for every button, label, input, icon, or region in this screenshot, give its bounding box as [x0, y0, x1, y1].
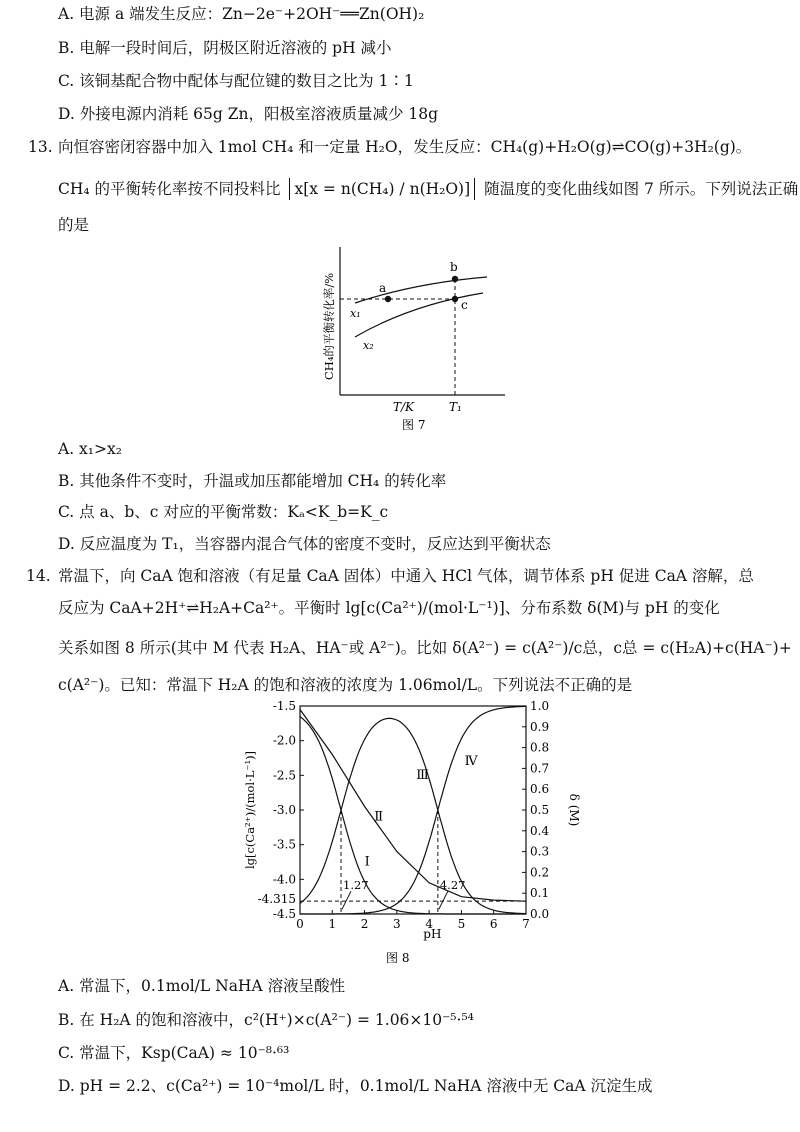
figure-7 [315, 235, 515, 445]
q12-option-a: A. 电源 a 端发生反应：Zn−2e⁻+2OH⁻══Zn(OH)₂ [58, 5, 425, 23]
fig7-point-a [385, 296, 391, 302]
fig8-yleft-tick-label: -3.0 [272, 803, 296, 817]
q13-stem-line1: 向恒容密闭容器中加入 1mol CH₄ 和一定量 H₂O，发生反应：CH₄(g)+H₂O(g)⇌CO(g)+3H₂(g)。 [58, 138, 752, 156]
q12-option-c: C. 该铜基配合物中配体与配位键的数目之比为 1∶1 [58, 72, 414, 90]
fig8-arrow [439, 891, 448, 909]
fig8-series-label: Ⅱ [374, 809, 384, 825]
fig8-annotation: 4.27 [439, 878, 466, 893]
q13-number: 13. [28, 138, 53, 156]
fig8-x-tick-label: 5 [457, 917, 466, 931]
fig7-label-b: b [450, 260, 458, 274]
fig8-annotation: 1.27 [343, 878, 369, 893]
fig7-label-x1: x₁ [350, 307, 361, 320]
fig8-x-tick-label: 7 [522, 917, 530, 931]
fig8-x-tick-label: 0 [296, 917, 304, 931]
q13-option-a: A. x₁>x₂ [58, 440, 122, 458]
fig8-yleft-tick-label: -4.0 [272, 872, 296, 887]
fig7-label-c: c [461, 298, 468, 312]
figure-8 [228, 700, 588, 970]
q14-number: 14. [26, 567, 51, 585]
q12-option-d: D. 外接电源内消耗 65g Zn，阳极室溶液质量减少 18g [58, 105, 439, 123]
q13-stem-part-b: 随温度的变化曲线如图 7 所示。下列说法正确 [484, 180, 799, 198]
q14-option-c: C. 常温下，Ksp(CaA) ≈ 10⁻⁸·⁶³ [58, 1044, 290, 1062]
fig8-caption: 图 8 [386, 951, 410, 965]
fig8-x-tick-label: 2 [360, 917, 369, 931]
fig8-x-tick-label: 3 [393, 917, 401, 931]
q14-stem-line1: 常温下，向 CaA 饱和溶液（有足量 CaA 固体）中通入 HCl 气体，调节体系 pH 促进 CaA 溶解，总 [58, 567, 754, 585]
fig8-yright-tick-label: 0.9 [530, 719, 550, 734]
fig7-xlabel: T/K [393, 400, 415, 414]
fig8-series-label: Ⅳ [464, 753, 478, 769]
fig8-yright-tick-label: 0.6 [530, 782, 550, 797]
fig8-ylabel-right: δ (M) [567, 793, 581, 827]
q13-stem-part-a: CH₄ 的平衡转化率按不同投料比 [58, 180, 281, 198]
q14-stem-line2: 反应为 CaA+2H⁺⇌H₂A+Ca²⁺。平衡时 lg[c(Ca²⁺)/(mol·L⁻¹)]、分布系数 δ(M)与 pH 的变化 [58, 599, 720, 617]
q13-option-d: D. 反应温度为 T₁，当容器内混合气体的密度不变时，反应达到平衡状态 [58, 535, 551, 553]
fig7-point-c [452, 296, 458, 302]
fig8-x-tick-label: 4 [425, 917, 433, 931]
fig8-arrow [342, 891, 351, 909]
fig8-yright-tick-label: 0.8 [530, 740, 550, 755]
fig7-caption: 图 7 [402, 418, 426, 432]
q13-stem-line2 [58, 178, 798, 200]
fig7-point-b [452, 276, 458, 282]
q14-stem-line4: c(A²⁻)。已知：常温下 H₂A 的饱和溶液的浓度为 1.06mol/L。下列说法不正确的是 [58, 676, 633, 694]
fig8-yleft-special-label: -4.315 [257, 892, 296, 907]
fig8-yleft-tick-label: -2.0 [272, 733, 296, 748]
fig8-yright-tick-label: 1.0 [530, 700, 550, 713]
fig7-label-x2: x₂ [363, 339, 374, 352]
fig8-yright-tick-label: 0.0 [530, 907, 550, 921]
fig8-ylabel-left: lg[c(Ca²⁺)/(mol·L⁻¹)] [243, 750, 257, 870]
fig8-yright-tick-label: 0.1 [530, 886, 550, 901]
fig8-yright-tick-label: 0.5 [530, 803, 550, 817]
fig8-yright-tick-label: 0.3 [530, 844, 550, 859]
fig8-yleft-tick-label: -4.5 [272, 907, 296, 921]
fig8-yright-tick-label: 0.7 [530, 761, 550, 776]
fig8-yleft-tick-label: -1.5 [272, 700, 296, 713]
q14-option-d: D. pH = 2.2、c(Ca²⁺) = 10⁻⁴mol/L 时，0.1mol/L NaHA 溶液中无 CaA 沉淀生成 [58, 1077, 653, 1095]
q13-stem-line3: 的是 [58, 216, 90, 234]
fig8-series-label: Ⅲ [416, 767, 429, 783]
fig8-x-tick-label: 6 [489, 917, 498, 931]
q14-option-a: A. 常温下，0.1mol/L NaHA 溶液呈酸性 [58, 977, 346, 995]
q14-option-b: B. 在 H₂A 的饱和溶液中，c²(H⁺)×c(A²⁻) = 1.06×10⁻⁵·⁵⁴ [58, 1011, 474, 1029]
fig7-t1-label: T₁ [449, 400, 462, 414]
q13-option-b: B. 其他条件不变时，升温或加压都能增加 CH₄ 的转化率 [58, 472, 447, 490]
fig7-label-a: a [379, 281, 387, 295]
q13-stem-formula: x[x = n(CH₄) / n(H₂O)] [289, 178, 475, 200]
q14-stem-line3: 关系如图 8 所示(其中 M 代表 H₂A、HA⁻或 A²⁻)。比如 δ(A²⁻) = c(A²⁻)/c总，c总 = c(H₂A)+c(HA⁻)+ [58, 639, 792, 657]
fig8-yright-tick-label: 0.2 [530, 865, 550, 880]
fig8-yleft-tick-label: -2.5 [272, 768, 296, 783]
q12-option-b: B. 电解一段时间后，阴极区附近溶液的 pH 减小 [58, 39, 392, 57]
fig8-x-tick-label: 1 [328, 917, 337, 931]
fig8-yleft-tick-label: -3.5 [272, 837, 296, 852]
fig8-yright-tick-label: 0.4 [530, 823, 550, 838]
q13-option-c: C. 点 a、b、c 对应的平衡常数：Kₐ<K_b=K_c [58, 503, 389, 521]
fig7-ylabel: CH₄的平衡转化率/% [322, 272, 336, 380]
fig8-series-label: Ⅰ [364, 854, 370, 870]
fig8-xlabel: pH [423, 927, 442, 941]
